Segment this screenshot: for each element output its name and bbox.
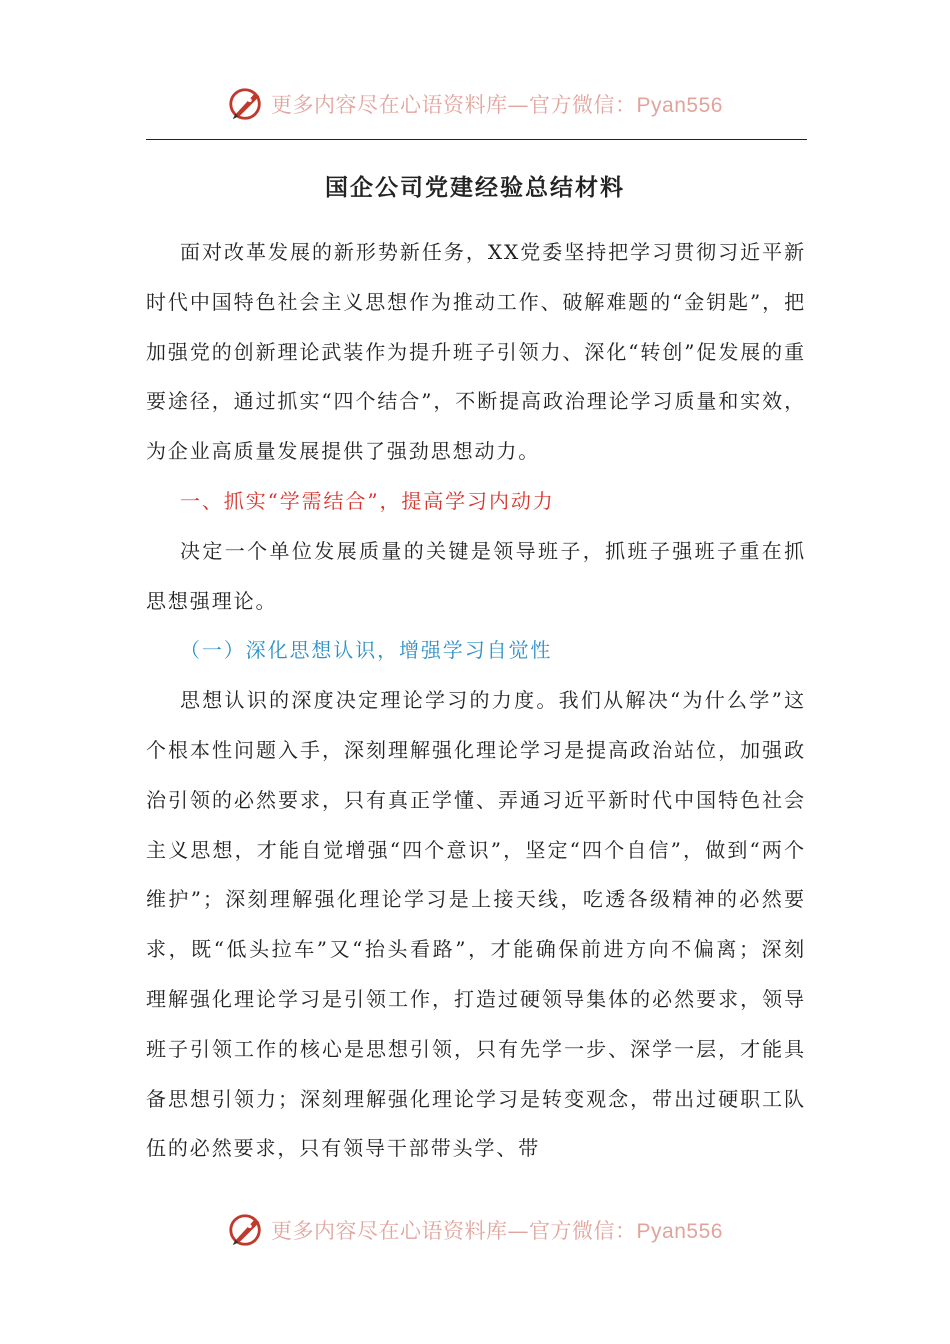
header-banner: [0, 82, 950, 126]
banner-text: 更多内容尽在心语资料库—官方微信：Pyan556: [271, 93, 723, 117]
header-divider: [146, 139, 807, 140]
wechat-id: Pyan556: [636, 94, 723, 117]
pen-logo-icon: [227, 1211, 265, 1249]
footer-banner: [0, 1208, 950, 1252]
document-title: 国企公司党建经验总结材料: [325, 174, 625, 201]
document-body: [146, 228, 806, 1174]
wechat-id: Pyan556: [636, 1220, 723, 1243]
paragraph-section-1: 决定一个单位发展质量的关键是领导班子，抓班子强班子重在抓思想强理论。: [146, 538, 806, 613]
subsection-heading-1: （一）深化思想认识，增强学习自觉性: [180, 638, 553, 663]
section-heading-1: 一、抓实“学需结合”，提高学习内动力: [180, 488, 555, 513]
banner-text: 更多内容尽在心语资料库—官方微信：Pyan556: [271, 1219, 723, 1243]
paragraph-subsection-1: 思想认识的深度决定理论学习的力度。我们从解决“为什么学”这个根本性问题入手，深刻理解强化理论学习是提高政治站位，加强政治引领的必然要求，只有真正学懂、弄通习近平新时代中国特色社会主义思想，才能自觉增强“四个意识”，坚定“四个自信”，做到“两个维护”；深刻理解强化理论学习是上接天线，吃透各级精神的必然要求，既“低头拉车”又“抬头看路”，才能确保前进方向不偏离；深刻理解强化理论学习是引领工作，打造过硬领导集体的必然要求，领导班子引领工作的核心是思想引领，只有先学一步、深学一层，才能具备思想引领力；深刻理解强化理论学习是转变观念，带出过硬职工队伍的必然要求，只有领导干部带头学、带: [146, 688, 806, 1161]
paragraph-intro: 面对改革发展的新形势新任务，XX党委坚持把学习贯彻习近平新时代中国特色社会主义思想作为推动工作、破解难题的“金钥匙”，把加强党的创新理论武装作为提升班子引领力、深化“转创”促发展的重要途径，通过抓实“四个结合”，不断提高政治理论学习质量和实效，为企业高质量发展提供了强劲思想动力。: [146, 240, 806, 464]
pen-logo-icon: [227, 85, 265, 123]
